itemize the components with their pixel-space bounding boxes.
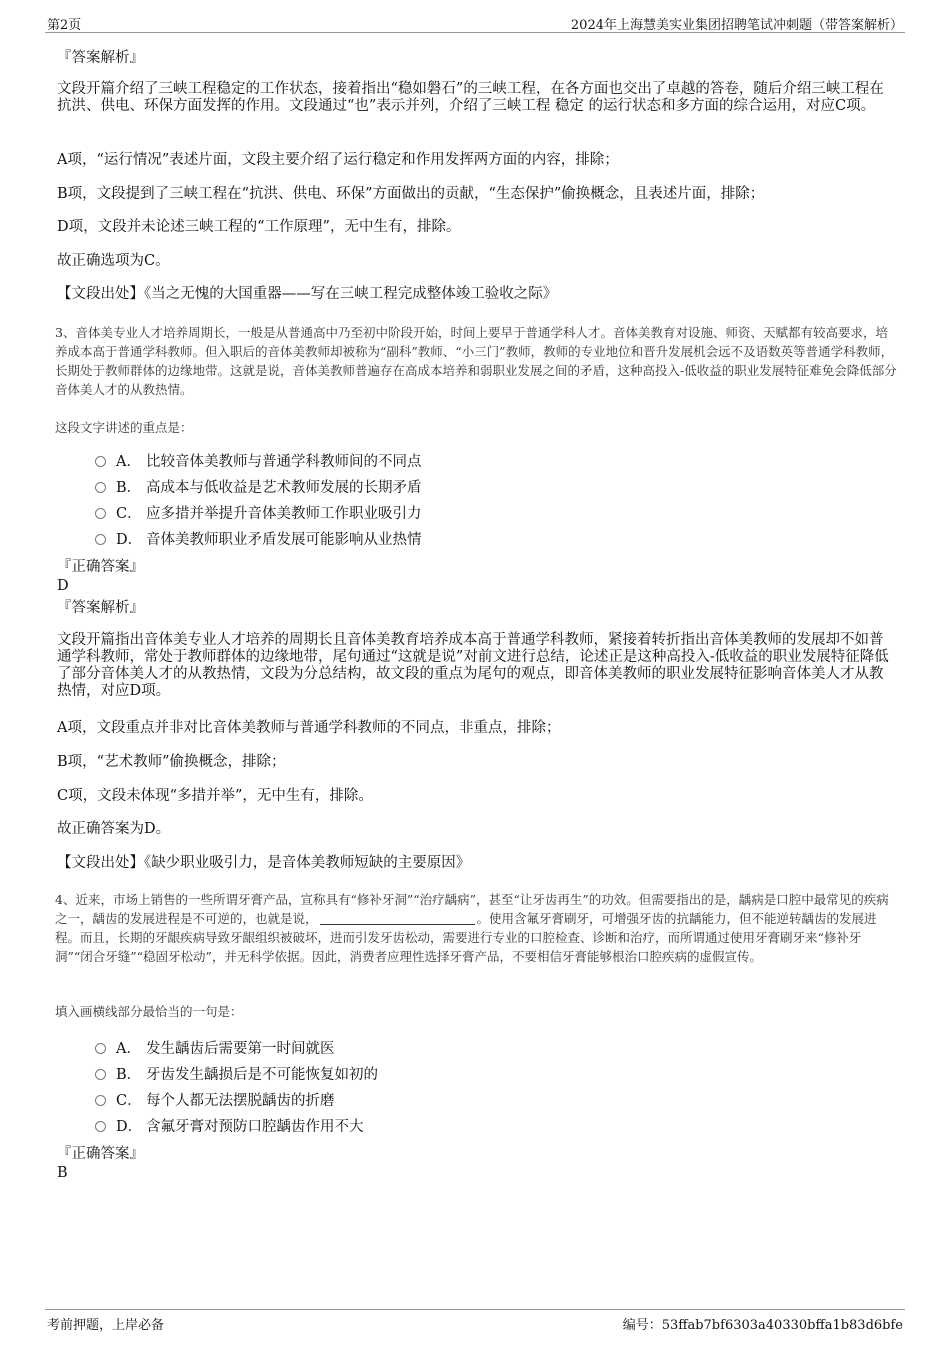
radio-button[interactable] [95,534,106,545]
q2-conclusion: 故正确选项为C。 [57,253,170,269]
q3-analysis-text: 文段开篇指出音体美专业人才培养的周期长且音体美教育培养成本高于普通学科教师，紧接着转折指出音体美教师的发展却不如普通学科教师，常处于教师群体的边缘地带，尾句通过“这就是说”对前文进行总结，论述正是这种高投入-低收益的职业发展特征降低了部分音体美人才的从教热情，文段为分总结构，故文段的重点为尾句的观点，即音体美教师的职业发展特征影响音体美人才从教热情，对应D项。 [57,632,889,699]
q3-option-c[interactable]: C． 应多措并举提升音体美教师工作职业吸引力 [95,505,422,523]
q2-analysis-label: 『答案解析』 [57,50,144,66]
q4-option-a[interactable]: A． 发生龋齿后需要第一时间就医 [95,1040,335,1058]
page-number: 第2页 [47,18,82,33]
radio-button[interactable] [95,1069,106,1080]
q3-item-b: B项，“艺术教师”偷换概念，排除； [57,754,286,770]
page-footer [45,1309,905,1332]
q2-item-a: A项，“运行情况”表述片面，文段主要介绍了运行稳定和作用发挥两方面的内容，排除； [57,152,619,168]
q3-source: 【文段出处】《缺少职业吸引力，是音体美教师短缺的主要原因》 [57,855,471,871]
q3-prompt: 这段文字讲述的重点是： [55,420,193,435]
radio-button[interactable] [95,1043,106,1054]
q4-option-c[interactable]: C． 每个人都无法摆脱龋齿的折磨 [95,1092,335,1110]
radio-button[interactable] [95,1121,106,1132]
q4-answer-label: 『正确答案』 [57,1146,144,1162]
footer-serial: 编号：53ffab7bf6303a40330bffa1b83d6bfe [622,1318,903,1333]
document-title: 2024年上海慧美实业集团招聘笔试冲刺题（带答案解析） [570,18,903,33]
radio-button[interactable] [95,456,106,467]
q2-source: 【文段出处】《当之无愧的大国重器——写在三峡工程完成整体竣工验收之际》 [57,286,558,302]
radio-button[interactable] [95,508,106,519]
q4-option-d[interactable]: D． 含氟牙膏对预防口腔龋齿作用不大 [95,1118,364,1136]
q2-item-b: B项，文段提到了三峡工程在“抗洪、供电、环保”方面做出的贡献，“生态保护”偷换概念，且表述片面，排除； [57,186,765,202]
page-header [45,12,905,33]
q3-option-d[interactable]: D． 音体美教师职业矛盾发展可能影响从业热情 [95,531,422,549]
radio-button[interactable] [95,482,106,493]
q3-analysis-label: 『答案解析』 [57,600,144,616]
q4-option-b[interactable]: B． 牙齿发生龋损后是不可能恢复如初的 [95,1066,378,1084]
q4-answer: B [57,1165,68,1181]
fill-in-blank [320,911,475,925]
radio-button[interactable] [95,1095,106,1106]
q3-passage: 3、音体美专业人才培养周期长，一般是从普通高中乃至初中阶段开始，时间上要早于普通学科人才。音体美教育对设施、师资、天赋都有较高要求，培养成本高于普通学科教师。但入职后的音体美教师却被称为“副科”教师、“小三门”教师，教师的专业地位和晋升发展机会远不及语数英等普通学科教师，长期处于教师群体的边缘地带。这就是说，音体美教师普遍存在高成本培养和弱职业发展之间的矛盾，这种高投入-低收益的职业发展特征难免会降低部分音体美人才的从教热情。 [55,325,897,397]
q3-option-b[interactable]: B． 高成本与低收益是艺术教师发展的长期矛盾 [95,479,422,497]
q3-item-c: C项，文段未体现“多措并举”，无中生有，排除。 [57,788,373,804]
q3-item-a: A项，文段重点并非对比音体美教师与普通学科教师的不同点，非重点，排除； [57,720,561,736]
q3-conclusion: 故正确答案为D。 [57,821,171,837]
footer-slogan: 考前押题，上岸必备 [47,1318,165,1333]
q3-answer-label: 『正确答案』 [57,559,144,575]
q4-prompt: 填入画横线部分最恰当的一句是： [55,1004,243,1019]
q3-answer: D [57,578,69,594]
q2-item-d: D项，文段并未论述三峡工程的“工作原理”，无中生有，排除。 [57,219,461,235]
q4-passage: 4、近来，市场上销售的一些所谓牙膏产品，宣称具有“修补牙洞”“治疗龋病”，甚至“让牙齿再生”的功效。但需要指出的是，龋病是口腔中最常见的疾病之一，龋齿的发展进程是不可逆的，也就是说， 。使用含氟牙膏刷牙，可增强牙齿的抗龋能力，但不能逆转龋齿的发展进程。而且，长期的牙龈疾病导致牙龈组织被破坏，进而引发牙齿松动，需要进行专业的口腔检查、诊断和治疗，而所谓通过使用牙膏刷牙来“修补牙洞”“闭合牙缝”“稳固牙松动”，并无科学依据。因此，消费者应理性选择牙膏产品，不要相信牙膏能够根治口腔疾病的虚假宣传。 [55,892,889,964]
q2-analysis-text: 文段开篇介绍了三峡工程稳定的工作状态，接着指出“稳如磐石”的三峡工程，在各方面也交出了卓越的答卷，随后介绍三峡工程在抗洪、供电、环保方面发挥的作用。文段通过“也”表示并列，介绍了三峡工程 稳定 的运行状态和多方面的综合运用，对应C项。 [57,81,884,114]
q3-option-a[interactable]: A． 比较音体美教师与普通学科教师间的不同点 [95,453,422,471]
